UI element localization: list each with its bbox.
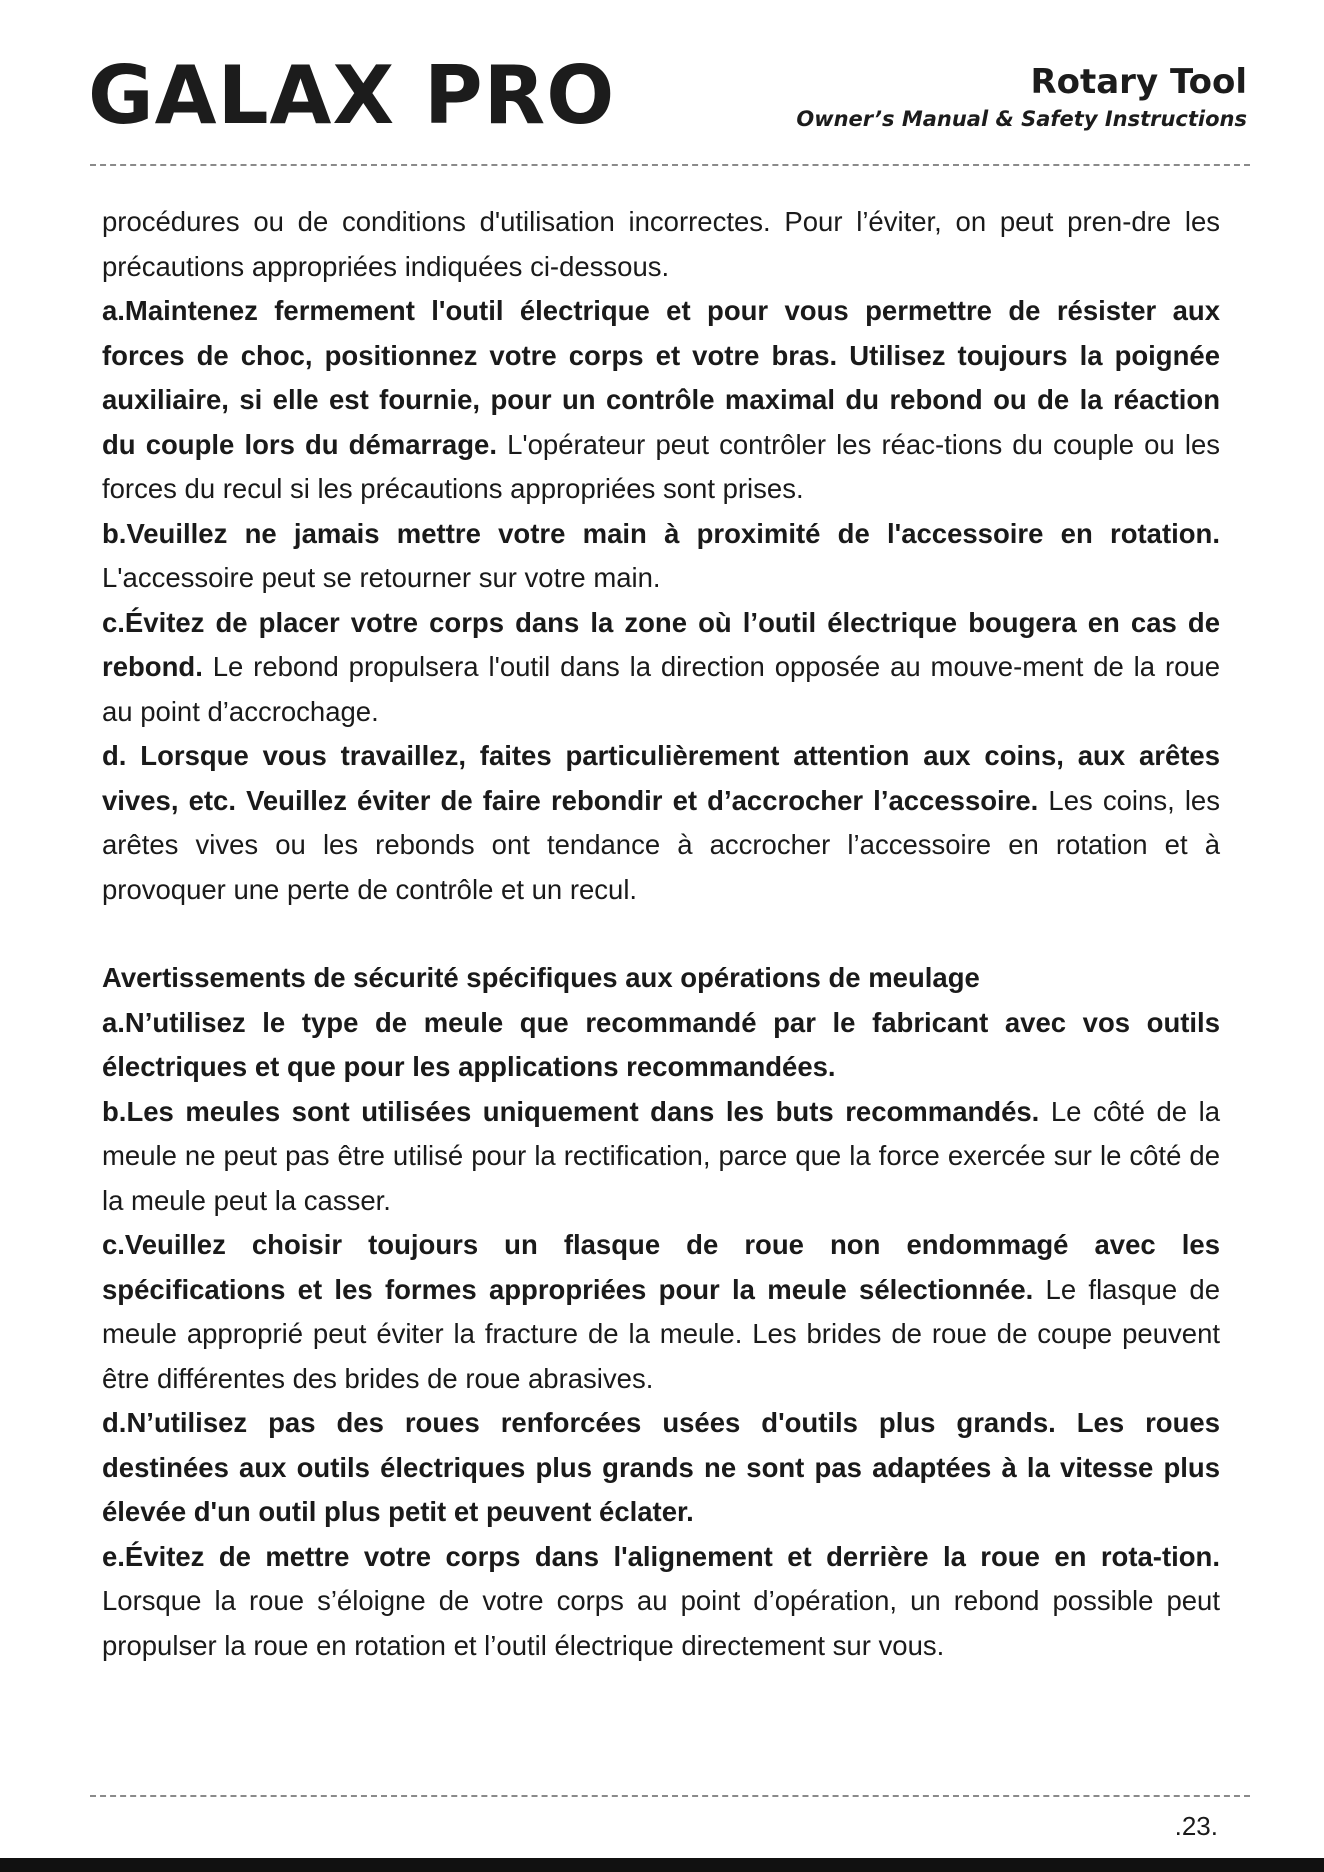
- document-subtitle: Owner’s Manual & Safety Instructions: [796, 107, 1247, 131]
- instruction-bold-text: a.N’utilisez le type de meule que recommandé par le fabricant avec vos outils électriques et que pour les applications recommandées.: [102, 1006, 1220, 1082]
- instruction-text: Le rebond propulsera l'outil dans la direction opposée au mouve-ment de la roue au point d’accrochage.: [102, 651, 1220, 727]
- instruction-text: Le côté de la meule ne peut pas être utilisé pour la rectification, parce que la force exercée sur le côté de la meule peut la casser.: [102, 1095, 1220, 1216]
- instruction-bold-text: d. Lorsque vous travaillez, faites particulièrement attention aux coins, aux arêtes vives, etc. Veuillez éviter de faire rebondir et d’accrocher l’accessoire.: [102, 740, 1220, 816]
- header-divider: [90, 164, 1250, 166]
- footer-divider: [90, 1795, 1250, 1797]
- instruction-item: [102, 1090, 1220, 1224]
- brand-logo: GALAX PRO: [88, 49, 616, 142]
- instruction-bold-text: b.Veuillez ne jamais mettre votre main à proximité de l'accessoire en rotation.: [102, 517, 1220, 549]
- instruction-text: Le flasque de meule approprié peut éviter la fracture de la meule. Les brides de roue de coupe peuvent être différentes des brides de roue abrasives.: [102, 1273, 1220, 1394]
- instruction-item: [102, 601, 1220, 735]
- instruction-item: [102, 512, 1220, 601]
- section-heading: Avertissements de sécurité spécifiques aux opérations de meulage: [102, 962, 980, 993]
- instruction-text: L'opérateur peut contrôler les réac-tions du couple ou les forces du recul si les précautions appropriées sont prises.: [102, 428, 1220, 504]
- page-number: .23.: [1174, 1811, 1218, 1841]
- page-body: [102, 200, 1220, 1668]
- instruction-bold-text: d.N’utilisez pas des roues renforcées usées d'outils plus grands. Les roues destinées aux outils électriques plus grands ne sont pas adaptées à la vitesse plus élevée d'un outil plus petit et peuvent éclater.: [102, 1407, 1220, 1527]
- instruction-bold-text: a.Maintenez fermement l'outil électrique et pour vous permettre de résister aux forces de choc, positionnez votre corps et votre bras. Utilisez toujours la poignée auxiliaire, si elle est fournie, pour un contrôle maximal du rebond ou de la réaction du couple lors du démarrage.: [102, 295, 1220, 460]
- instruction-item: [102, 1535, 1220, 1669]
- instruction-text: Lorsque la roue s’éloigne de votre corps au point d’opération, un rebond possible peut propulser la roue en rotation et l’outil électrique directement sur vous.: [102, 1585, 1220, 1661]
- page-header: [0, 0, 1324, 160]
- instruction-item: [102, 734, 1220, 912]
- instruction-item: [102, 289, 1220, 512]
- instruction-bold-text: c.Veuillez choisir toujours un flasque de roue non endommagé avec les spécifications et les formes appropriées pour la meule sélectionnée.: [102, 1229, 1220, 1305]
- instruction-bold-text: b.Les meules sont utilisées uniquement dans les buts recommandés.: [102, 1095, 1040, 1127]
- instruction-item: [102, 1001, 1220, 1090]
- instruction-text: L'accessoire peut se retourner sur votre main.: [102, 562, 661, 593]
- document-title: Rotary Tool: [1030, 62, 1247, 102]
- scan-edge-bar: [0, 1858, 1324, 1872]
- instruction-bold-text: c.Évitez de placer votre corps dans la zone où l’outil électrique bougera en cas de rebond.: [102, 606, 1220, 682]
- instruction-item: [102, 1401, 1220, 1535]
- intro-paragraph: procédures ou de conditions d'utilisation incorrectes. Pour l’éviter, on peut pren-dre les précautions appropriées indiquées ci-dessous.: [102, 206, 1220, 282]
- instruction-item: [102, 1223, 1220, 1401]
- instruction-text: Les coins, les arêtes vives ou les rebonds ont tendance à accrocher l’accessoire en rotation et à provoquer une perte de contrôle et un recul.: [102, 784, 1220, 905]
- instruction-bold-text: e.Évitez de mettre votre corps dans l'alignement et derrière la roue en rota-tion.: [102, 1540, 1220, 1572]
